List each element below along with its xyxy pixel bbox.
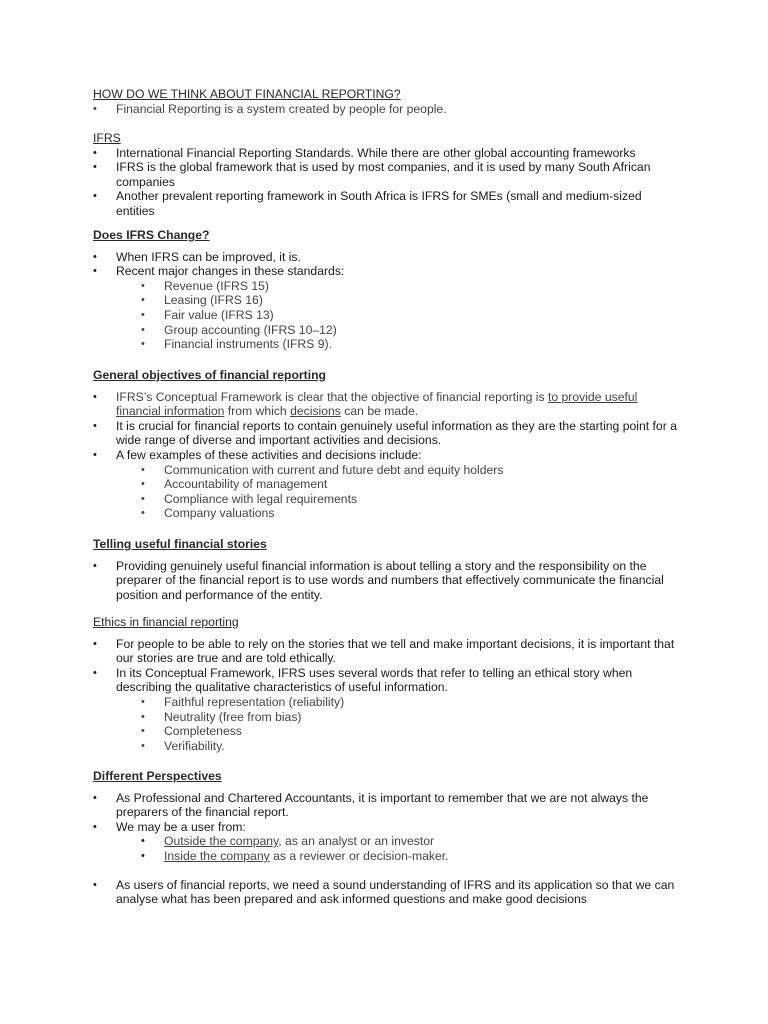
bullet-list <box>93 559 683 603</box>
section-heading: Telling useful financial stories <box>93 537 267 551</box>
text-run: can be made. <box>340 404 419 419</box>
sub-list-item: • Verifiability. <box>93 739 683 754</box>
bullet-list <box>93 791 683 907</box>
list-item: • A few examples of these activities and decisions include: <box>93 448 683 463</box>
text-run: , as an analyst or an investor <box>278 834 435 849</box>
sub-list-item <box>93 849 683 864</box>
section-heading: Different Perspectives <box>93 769 222 783</box>
sub-list-item: • Group accounting (IFRS 10–12) <box>93 323 683 338</box>
bullet-list <box>93 637 683 754</box>
sub-list-item: • Neutrality (free from bias) <box>93 710 683 725</box>
sub-list-item: • Company valuations <box>93 506 683 521</box>
list-item: • As Professional and Chartered Accountants, it is important to remember that we are not always the preparers of the financial report. <box>93 791 683 820</box>
list-item: • IFRS is the global framework that is used by most companies, and it is used by many South African companies <box>93 160 683 189</box>
section-heading: Does IFRS Change? <box>93 228 210 242</box>
underlined-text: to provide useful financial information <box>116 389 638 419</box>
section-heading: Ethics in financial reporting <box>93 615 239 629</box>
list-item: • Providing genuinely useful financial information is about telling a story and the responsibility on the preparer of the financial report is to use words and numbers that effectively communicate the financial position and performance of the entity. <box>93 559 683 603</box>
text-run: IFRS’s Conceptual Framework is clear that the objective of financial reporting is <box>116 389 548 404</box>
section-heading: IFRS <box>93 131 121 145</box>
bullet-list <box>93 390 683 521</box>
list-item: • International Financial Reporting Standards. While there are other global accounting frameworks <box>93 146 683 161</box>
section-telling-stories <box>93 537 683 602</box>
sub-list-item: • Revenue (IFRS 15) <box>93 279 683 294</box>
section-different-perspectives <box>93 769 683 907</box>
section-general-objectives <box>93 368 683 521</box>
list-item: • For people to be able to rely on the stories that we tell and make important decisions, it is important that our stories are true and are told ethically. <box>93 637 683 666</box>
list-item: • Financial Reporting is a system created by people for people. <box>93 102 683 117</box>
sub-list-item: • Communication with current and future debt and equity holders <box>93 463 683 478</box>
section-ethics <box>93 615 683 753</box>
list-item: • Recent major changes in these standards: <box>93 264 683 279</box>
underlined-text: decisions <box>290 404 341 419</box>
section-financial-reporting <box>93 87 683 116</box>
sub-list-item <box>93 834 683 849</box>
list-item <box>93 390 683 419</box>
list-item: • We may be a user from: <box>93 820 683 835</box>
sub-list-item: • Completeness <box>93 724 683 739</box>
bullet-list <box>93 250 683 352</box>
sub-list-item: • Leasing (IFRS 16) <box>93 293 683 308</box>
sub-list-item: • Fair value (IFRS 13) <box>93 308 683 323</box>
text-run: from which <box>224 404 291 419</box>
text-run: as a reviewer or decision-maker. <box>269 848 449 863</box>
sub-list-item: • Financial instruments (IFRS 9). <box>93 337 683 352</box>
section-heading: HOW DO WE THINK ABOUT FINANCIAL REPORTING? <box>93 87 401 101</box>
sub-list-item: • Faithful representation (reliability) <box>93 695 683 710</box>
list-item: • Another prevalent reporting framework in South Africa is IFRS for SMEs (small and medium-sized entities <box>93 189 683 218</box>
list-item: • When IFRS can be improved, it is. <box>93 250 683 265</box>
section-ifrs <box>93 131 683 219</box>
inside-company-link[interactable]: Inside the company <box>164 848 270 863</box>
list-item: • It is crucial for financial reports to contain genuinely useful information as they are the starting point for a wide range of diverse and important activities and decisions. <box>93 419 683 448</box>
sub-list-item: • Compliance with legal requirements <box>93 492 683 507</box>
outside-company-link[interactable]: Outside the company <box>164 834 279 849</box>
sub-list-item: • Accountability of management <box>93 477 683 492</box>
list-item: • In its Conceptual Framework, IFRS uses several words that refer to telling an ethical story when describing the qualitative characteristics of useful information. <box>93 666 683 695</box>
section-heading: General objectives of financial reporting <box>93 368 326 382</box>
bullet-list <box>93 102 683 117</box>
bullet-list <box>93 146 683 219</box>
list-item: • As users of financial reports, we need a sound understanding of IFRS and its application so that we can analyse what has been prepared and ask informed questions and make good decisions <box>93 878 683 907</box>
section-does-ifrs-change <box>93 228 683 352</box>
